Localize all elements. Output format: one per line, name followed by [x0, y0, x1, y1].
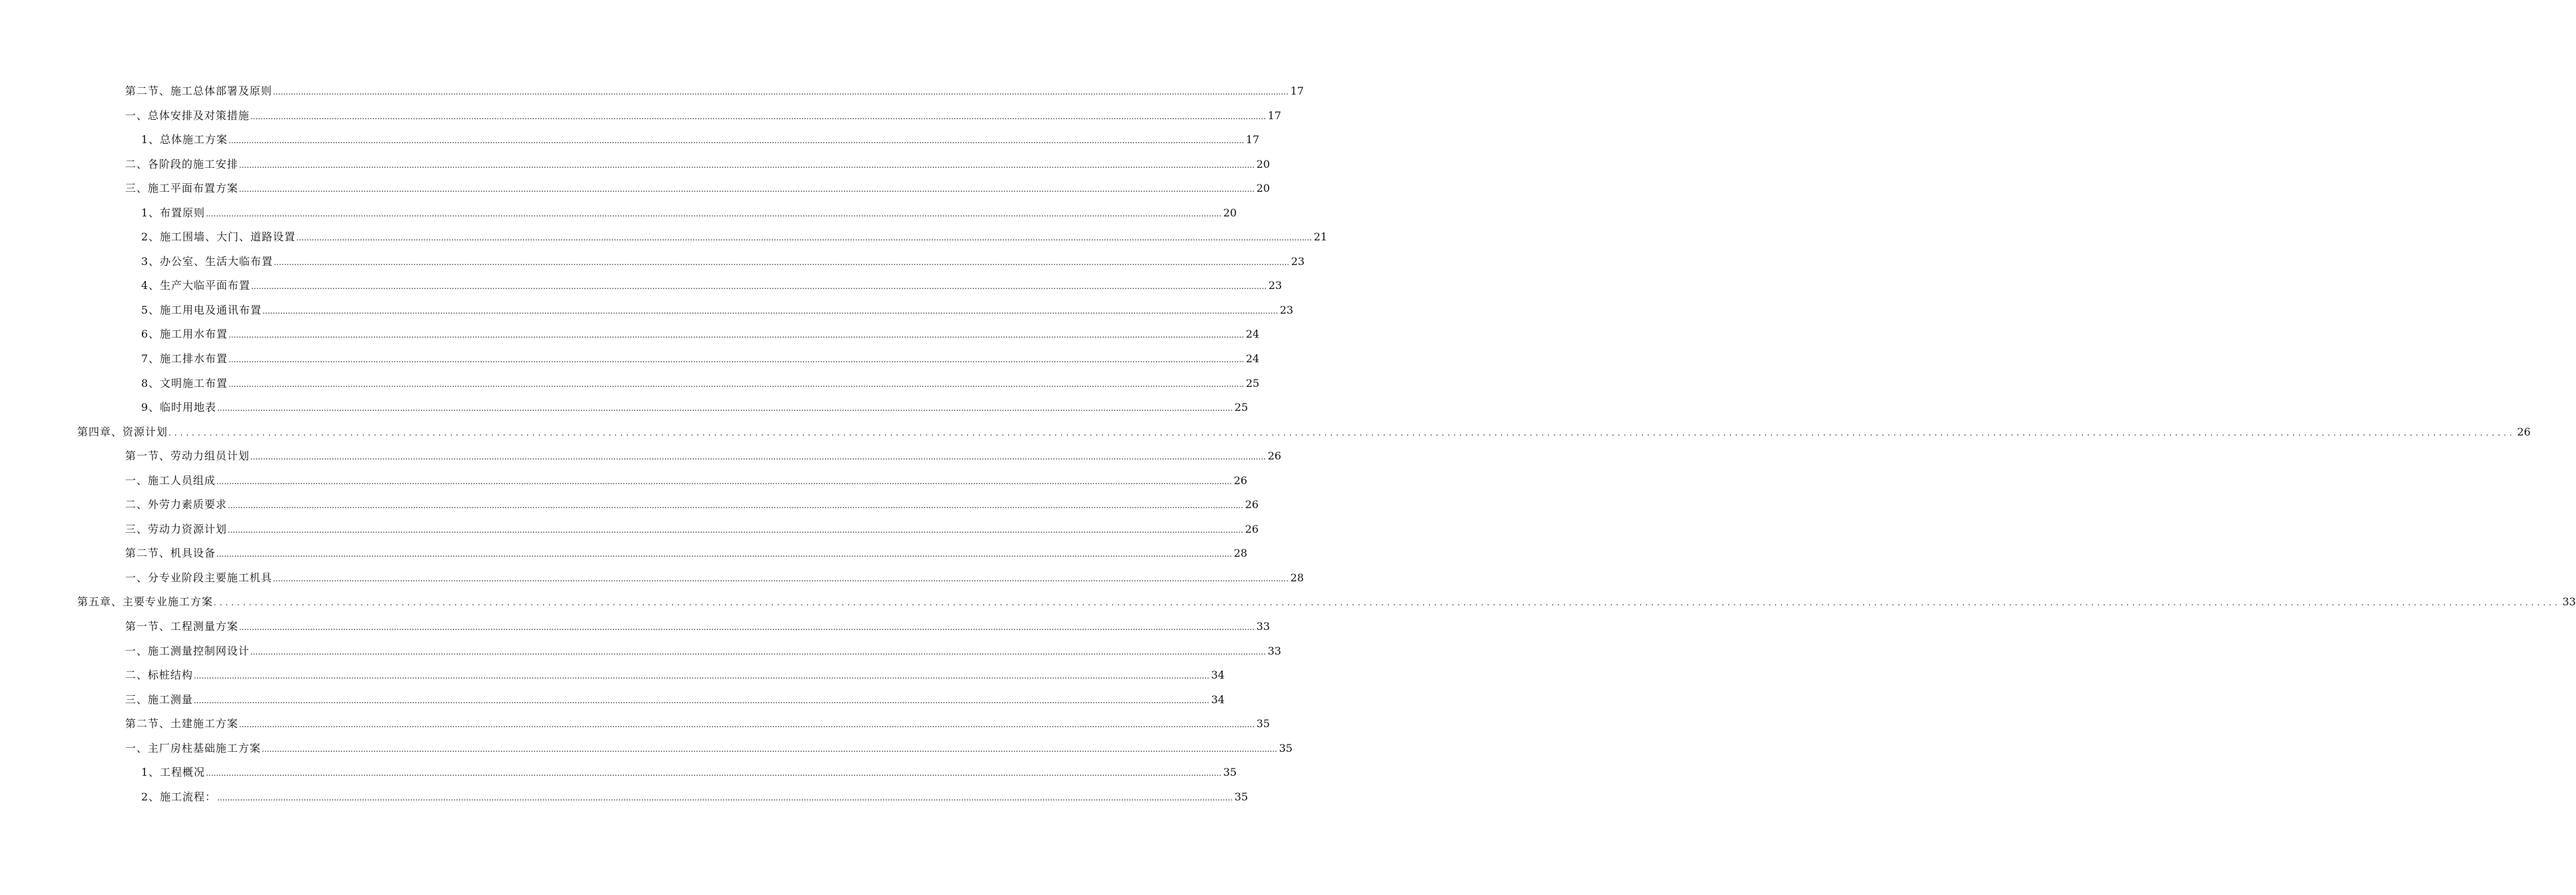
toc-entry-title: 8、文明施工布置	[141, 376, 228, 390]
toc-entry-title: 第一节、工程测量方案	[125, 620, 239, 633]
dot-leader: ................................................................................................................................................................................................................................................................................................................................................................................................................	[250, 111, 1266, 121]
toc-entry[interactable]	[141, 225, 1327, 250]
toc-entry[interactable]	[125, 79, 1304, 104]
dot-leader: ................................................................................................................................................................................................................................................................................................................................................................................................................	[206, 768, 1221, 778]
toc-entry-page-number: 26	[1245, 522, 1259, 535]
dot-leader: ................................................................................................................................................................................................................................................................................................................................................................................................................	[250, 452, 1266, 462]
toc-entry[interactable]	[141, 396, 1248, 420]
toc-entry-page-number: 28	[1290, 571, 1304, 584]
dot-leader: ................................................................................................................................................................................................................................................................................................................................................................................................................	[296, 233, 1312, 243]
toc-entry-title: 三、施工平面布置方案	[125, 182, 239, 195]
dot-leader: ................................................................................................................................................................................................................................................................................................................................................................................................................	[228, 136, 1244, 146]
toc-entry-page-number: 20	[1256, 182, 1270, 195]
toc-entry-page-number: 24	[1245, 328, 1259, 341]
dot-leader: ................................................................................................................................................................................................................................................................................................................................................................................................................	[194, 671, 1209, 681]
toc-entry[interactable]	[125, 493, 1259, 517]
toc-entry-page-number: 23	[1291, 254, 1305, 268]
toc-entry[interactable]	[125, 566, 1304, 591]
toc-entry-title: 一、施工人员组成	[125, 473, 216, 487]
toc-entry[interactable]	[141, 298, 1293, 323]
dot-leader: ................................................................................................................................................................................................................................................................................................................................................................................................................	[228, 355, 1244, 365]
toc-entry[interactable]	[141, 274, 1282, 298]
toc-entry-title: 第五章、主要专业施工方案	[77, 595, 214, 609]
dot-leader: ................................................................................................................................................................................................................................................................................................................................................................................................................	[214, 598, 2561, 608]
toc-entry-page-number: 34	[1211, 693, 1225, 706]
toc-entry[interactable]	[141, 250, 1305, 274]
toc-entry[interactable]	[125, 712, 1270, 737]
toc-entry-page-number: 21	[1313, 230, 1327, 244]
toc-entry-page-number: 17	[1267, 109, 1281, 122]
toc-entry[interactable]	[125, 639, 1281, 664]
toc-entry[interactable]	[141, 347, 1259, 372]
toc-entry-page-number: 26	[2517, 425, 2531, 438]
toc-entry[interactable]	[125, 444, 1281, 469]
toc-entry-title: 第二节、机具设备	[125, 547, 216, 560]
toc-entry[interactable]	[125, 663, 1225, 688]
toc-entry[interactable]	[141, 785, 1248, 810]
toc-entry-title: 二、外劳力素质要求	[125, 498, 228, 511]
toc-entry-page-number: 25	[1245, 376, 1259, 390]
toc-entry-title: 三、施工测量	[125, 693, 194, 706]
toc-entry-title: 一、施工测量控制网设计	[125, 644, 250, 657]
toc-entry-title: 3、办公室、生活大临布置	[141, 254, 274, 268]
toc-entry-page-number: 25	[1234, 401, 1248, 414]
toc-entry-page-number: 26	[1267, 449, 1281, 463]
dot-leader: ................................................................................................................................................................................................................................................................................................................................................................................................................	[168, 428, 2515, 438]
dot-leader: ................................................................................................................................................................................................................................................................................................................................................................................................................	[206, 208, 1221, 218]
toc-entry-title: 三、劳动力资源计划	[125, 522, 228, 535]
dot-leader: ................................................................................................................................................................................................................................................................................................................................................................................................................	[273, 87, 1289, 97]
dot-leader: ................................................................................................................................................................................................................................................................................................................................................................................................................	[228, 379, 1244, 389]
toc-entry[interactable]	[141, 760, 1237, 785]
toc-entry-page-number: 20	[1256, 157, 1270, 170]
toc-entry-title: 1、总体施工方案	[141, 133, 228, 147]
toc-entry-title: 一、总体安排及对策措施	[125, 109, 250, 122]
toc-entry[interactable]	[125, 541, 1247, 566]
dot-leader: ................................................................................................................................................................................................................................................................................................................................................................................................................	[251, 282, 1267, 292]
toc-entry-title: 6、施工用水布置	[141, 328, 228, 341]
toc-entry-title: 二、标桩结构	[125, 669, 194, 682]
toc-entry-title: 2、施工流程：	[141, 790, 217, 803]
toc-entry-page-number: 33	[1267, 644, 1281, 657]
toc-entry[interactable]	[125, 737, 1293, 761]
dot-leader: ................................................................................................................................................................................................................................................................................................................................................................................................................	[262, 306, 1278, 316]
toc-entry[interactable]	[141, 372, 1259, 396]
toc-entry-title: 二、各阶段的施工安排	[125, 157, 239, 170]
toc-entry-title: 2、施工围墙、大门、道路设置	[141, 230, 296, 244]
toc-entry-title: 4、生产大临平面布置	[141, 279, 251, 292]
dot-leader: ................................................................................................................................................................................................................................................................................................................................................................................................................	[273, 573, 1289, 583]
toc-entry-title: 5、施工用电及通讯布置	[141, 303, 262, 316]
toc-entry-page-number: 23	[1268, 279, 1282, 292]
toc-entry[interactable]	[141, 322, 1259, 347]
toc-entry-page-number: 24	[1245, 352, 1259, 366]
toc-entry-page-number: 34	[1211, 669, 1225, 682]
toc-entry-page-number: 23	[1279, 303, 1293, 316]
toc-entry-title: 9、临时用地表	[141, 401, 217, 414]
toc-entry-page-number: 33	[2562, 595, 2576, 609]
toc-entry[interactable]	[77, 420, 2531, 445]
toc-entry[interactable]	[125, 152, 1270, 177]
toc-entry-title: 第二节、土建施工方案	[125, 717, 239, 731]
dot-leader: ................................................................................................................................................................................................................................................................................................................................................................................................................	[217, 404, 1233, 414]
toc-entry-page-number: 35	[1223, 766, 1237, 779]
toc-entry-title: 第二节、施工总体部署及原则	[125, 85, 273, 97]
dot-leader: ................................................................................................................................................................................................................................................................................................................................................................................................................	[239, 720, 1255, 730]
toc-entry-title: 7、施工排水布置	[141, 352, 228, 366]
toc-entry[interactable]	[125, 688, 1225, 713]
dot-leader: ................................................................................................................................................................................................................................................................................................................................................................................................................	[239, 184, 1255, 194]
toc-entry-page-number: 35	[1256, 717, 1270, 731]
toc-entry-page-number: 26	[1233, 473, 1247, 487]
dot-leader: ................................................................................................................................................................................................................................................................................................................................................................................................................	[194, 695, 1209, 705]
toc-entry-page-number: 28	[1233, 547, 1247, 560]
toc-entry[interactable]	[77, 590, 2576, 615]
dot-leader: ................................................................................................................................................................................................................................................................................................................................................................................................................	[239, 623, 1255, 633]
toc-entry[interactable]	[141, 201, 1237, 226]
dot-leader: ................................................................................................................................................................................................................................................................................................................................................................................................................	[216, 476, 1232, 486]
toc-entry-title: 一、分专业阶段主要施工机具	[125, 571, 273, 584]
toc-entry-page-number: 33	[1256, 620, 1270, 633]
toc-entry-title: 1、工程概况	[141, 766, 206, 779]
toc-entry[interactable]	[125, 176, 1270, 201]
dot-leader: ................................................................................................................................................................................................................................................................................................................................................................................................................	[262, 744, 1277, 754]
toc-entry[interactable]	[125, 615, 1270, 639]
toc-entry-page-number: 17	[1245, 133, 1259, 147]
toc-entry[interactable]	[125, 517, 1259, 542]
dot-leader: ................................................................................................................................................................................................................................................................................................................................................................................................................	[250, 647, 1266, 657]
toc-entry[interactable]	[125, 469, 1247, 493]
toc-entry-title: 第一节、劳动力组员计划	[125, 449, 250, 463]
toc-entry[interactable]	[141, 128, 1259, 152]
table-of-contents	[0, 79, 2576, 809]
toc-entry-page-number: 17	[1290, 85, 1304, 97]
toc-entry[interactable]	[125, 104, 1281, 129]
dot-leader: ................................................................................................................................................................................................................................................................................................................................................................................................................	[217, 792, 1233, 802]
toc-entry-page-number: 35	[1279, 741, 1293, 754]
dot-leader: ................................................................................................................................................................................................................................................................................................................................................................................................................	[239, 160, 1255, 170]
toc-entry-title: 一、主厂房柱基础施工方案	[125, 741, 262, 754]
toc-entry-page-number: 35	[1234, 790, 1248, 803]
dot-leader: ................................................................................................................................................................................................................................................................................................................................................................................................................	[274, 257, 1289, 267]
toc-entry-title: 1、布置原则	[141, 206, 206, 219]
toc-entry-page-number: 20	[1223, 206, 1237, 219]
dot-leader: ................................................................................................................................................................................................................................................................................................................................................................................................................	[228, 330, 1244, 340]
dot-leader: ................................................................................................................................................................................................................................................................................................................................................................................................................	[216, 549, 1232, 559]
toc-entry-page-number: 26	[1245, 498, 1259, 511]
dot-leader: ................................................................................................................................................................................................................................................................................................................................................................................................................	[228, 525, 1243, 535]
dot-leader: ................................................................................................................................................................................................................................................................................................................................................................................................................	[228, 501, 1243, 511]
toc-entry-title: 第四章、资源计划	[77, 425, 168, 438]
